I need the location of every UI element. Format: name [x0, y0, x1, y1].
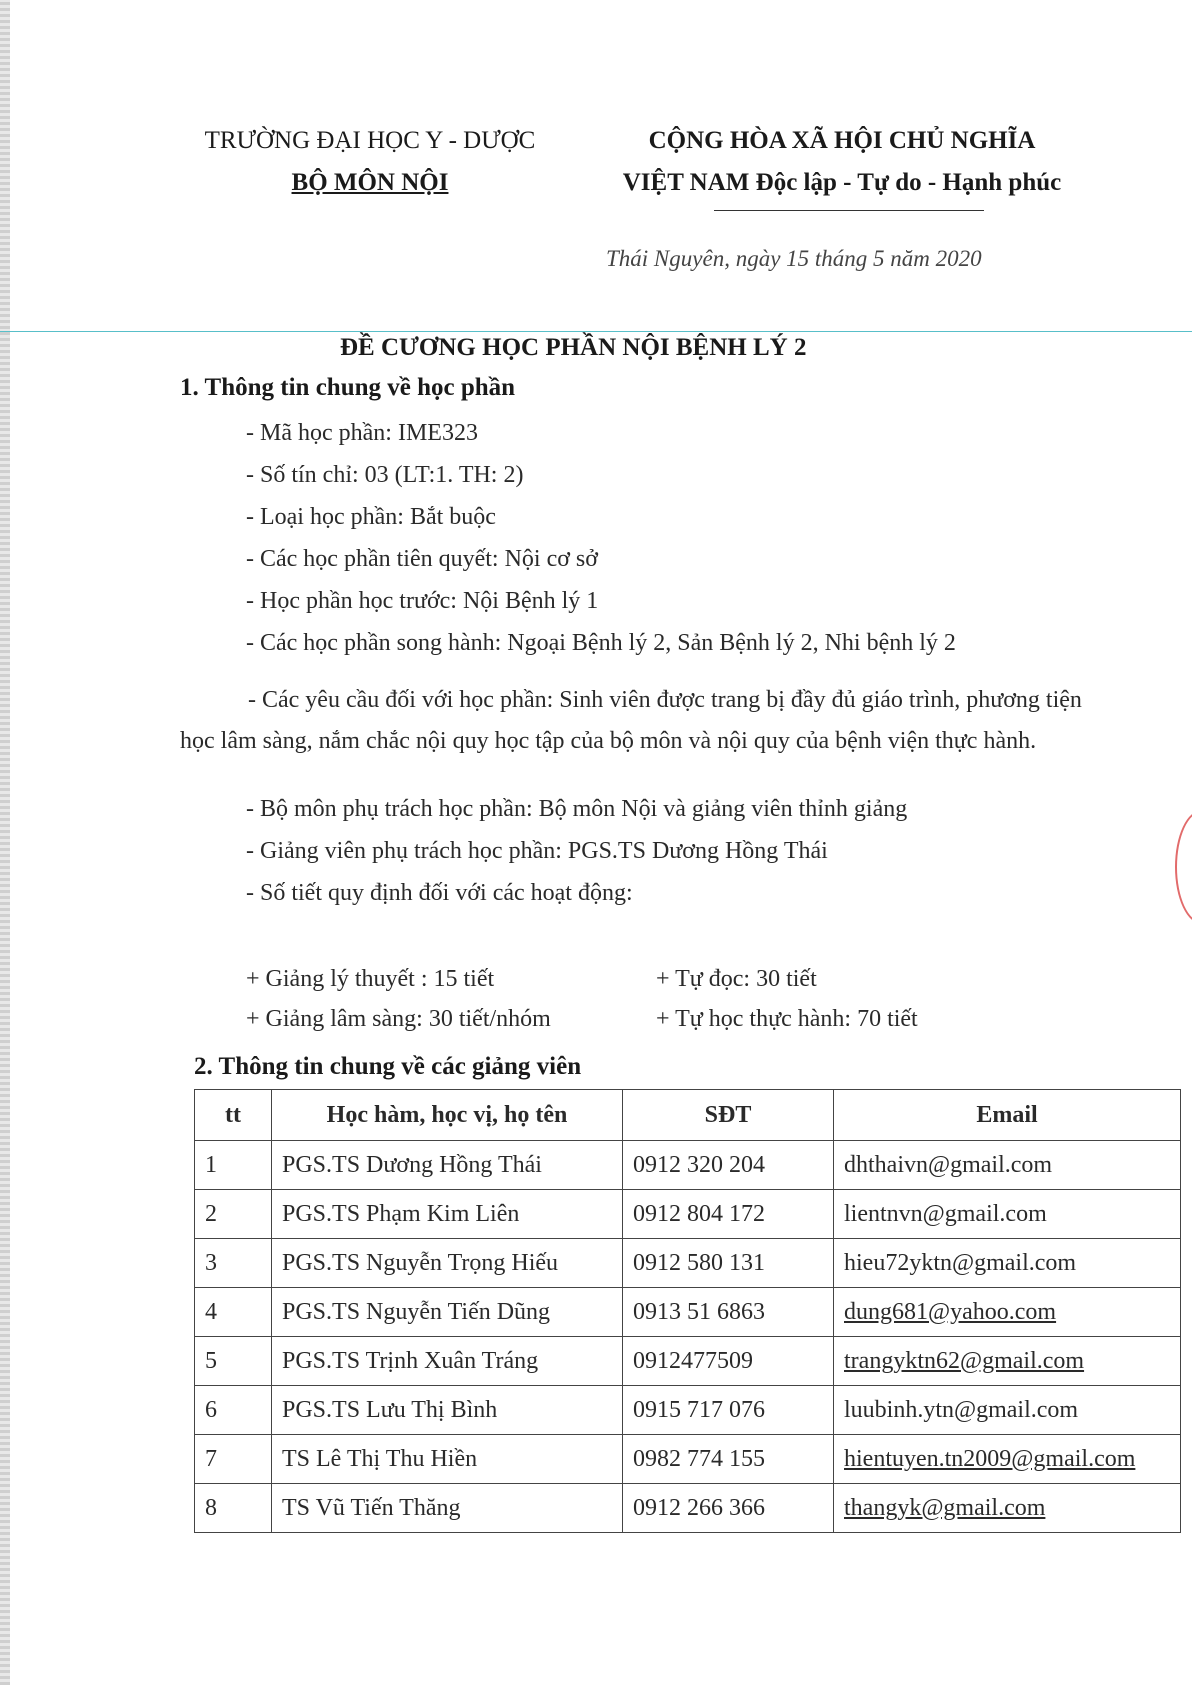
course-type: - Loại học phần: Bắt buộc	[246, 504, 496, 530]
hours-theory: + Giảng lý thuyết : 15 tiết	[246, 966, 495, 992]
table-row	[195, 1190, 1181, 1239]
table-header-row	[195, 1090, 1181, 1141]
table-row	[195, 1484, 1181, 1533]
cell-phone: 0912477509	[623, 1337, 834, 1386]
responsible-lecturer: - Giảng viên phụ trách học phần: PGS.TS Dương Hồng Thái	[246, 838, 828, 864]
cell-phone: 0912 266 366	[623, 1484, 834, 1533]
cell-phone: 0912 320 204	[623, 1141, 834, 1190]
header-republic	[592, 120, 1092, 204]
cell-name: TS Vũ Tiến Thăng	[272, 1484, 623, 1533]
document-title: ĐỀ CƯƠNG HỌC PHẦN NỘI BỆNH LÝ 2	[340, 334, 807, 361]
cell-phone: 0982 774 155	[623, 1435, 834, 1484]
hours-self-practice: + Tự học thực hành: 70 tiết	[656, 1006, 918, 1032]
responsible-department: - Bộ môn phụ trách học phần: Bộ môn Nội và giảng viên thỉnh giảng	[246, 796, 908, 822]
cell-tt: 7	[195, 1435, 272, 1484]
header-institution	[150, 120, 590, 204]
cell-name: PGS.TS Lưu Thị Bình	[272, 1386, 623, 1435]
lecturers-table-body	[195, 1141, 1181, 1533]
table-row	[195, 1239, 1181, 1288]
column-header-name: Học hàm, học vị, họ tên	[272, 1090, 623, 1141]
cell-name: PGS.TS Trịnh Xuân Tráng	[272, 1337, 623, 1386]
cell-name: TS Lê Thị Thu Hiền	[272, 1435, 623, 1484]
cell-email: dung681@yahoo.com	[834, 1288, 1181, 1337]
cell-tt: 4	[195, 1288, 272, 1337]
department-name: BỘ MÔN NỘI	[291, 169, 449, 196]
university-name: TRƯỜNG ĐẠI HỌC Y - DƯỢC	[204, 127, 536, 154]
cell-email: lientnvn@gmail.com	[834, 1190, 1181, 1239]
column-header-email: Email	[834, 1090, 1181, 1141]
cell-email: luubinh.ytn@gmail.com	[834, 1386, 1181, 1435]
cell-name: PGS.TS Nguyễn Tiến Dũng	[272, 1288, 623, 1337]
prior-courses: - Học phần học trước: Nội Bệnh lý 1	[246, 588, 599, 614]
column-header-phone: SĐT	[623, 1090, 834, 1141]
table-row	[195, 1288, 1181, 1337]
cell-tt: 3	[195, 1239, 272, 1288]
cell-email: dhthaivn@gmail.com	[834, 1141, 1181, 1190]
lecturers-table	[194, 1089, 1181, 1533]
course-code: - Mã học phần: IME323	[246, 420, 478, 446]
hours-self-study: + Tự đọc: 30 tiết	[656, 966, 817, 992]
hours-clinical: + Giảng lâm sàng: 30 tiết/nhóm	[246, 1006, 551, 1032]
table-row	[195, 1386, 1181, 1435]
cell-name: PGS.TS Dương Hồng Thái	[272, 1141, 623, 1190]
cell-email: hientuyen.tn2009@gmail.com	[834, 1435, 1181, 1484]
scan-guide-line	[0, 331, 1192, 332]
parallel-courses: - Các học phần song hành: Ngoại Bệnh lý 2, Sản Bệnh lý 2, Nhi bệnh lý 2	[246, 630, 956, 656]
red-seal-stamp	[1175, 810, 1192, 924]
cell-email: trangyktn62@gmail.com	[834, 1337, 1181, 1386]
cell-phone: 0913 51 6863	[623, 1288, 834, 1337]
requirements-paragraph: - Các yêu cầu đối với học phần: Sinh viên được trang bị đầy đủ giáo trình, phương tiện học lâm sàng, nắm chắc nội quy học tập của bộ môn và nội quy của bệnh viện thực hành.	[180, 687, 1082, 754]
prerequisites: - Các học phần tiên quyết: Nội cơ sở	[246, 546, 598, 572]
credits: - Số tín chỉ: 03 (LT:1. TH: 2)	[246, 462, 524, 488]
cell-tt: 2	[195, 1190, 272, 1239]
header-rule	[714, 210, 984, 211]
cell-phone: 0912 804 172	[623, 1190, 834, 1239]
document-date: Thái Nguyên, ngày 15 tháng 5 năm 2020	[606, 246, 982, 271]
republic-line2	[592, 162, 1092, 204]
cell-email: hieu72yktn@gmail.com	[834, 1239, 1181, 1288]
hours-intro: - Số tiết quy định đối với các hoạt động:	[246, 880, 633, 906]
cell-tt: 8	[195, 1484, 272, 1533]
section2-heading: 2. Thông tin chung về các giảng viên	[194, 1053, 582, 1080]
republic-line1: CỘNG HÒA XÃ HỘI CHỦ NGHĨA	[648, 127, 1036, 154]
column-header-tt: tt	[195, 1090, 272, 1141]
table-row	[195, 1337, 1181, 1386]
scan-edge	[0, 0, 10, 1685]
section1-heading: 1. Thông tin chung về học phần	[180, 374, 516, 401]
table-row	[195, 1435, 1181, 1484]
table-row	[195, 1141, 1181, 1190]
republic-name: VIỆT NAM	[622, 169, 750, 196]
cell-email: thangyk@gmail.com	[834, 1484, 1181, 1533]
cell-tt: 1	[195, 1141, 272, 1190]
cell-name: PGS.TS Nguyễn Trọng Hiếu	[272, 1239, 623, 1288]
cell-name: PGS.TS Phạm Kim Liên	[272, 1190, 623, 1239]
motto: Độc lập - Tự do - Hạnh phúc	[755, 169, 1062, 196]
cell-phone: 0912 580 131	[623, 1239, 834, 1288]
cell-phone: 0915 717 076	[623, 1386, 834, 1435]
cell-tt: 6	[195, 1386, 272, 1435]
cell-tt: 5	[195, 1337, 272, 1386]
